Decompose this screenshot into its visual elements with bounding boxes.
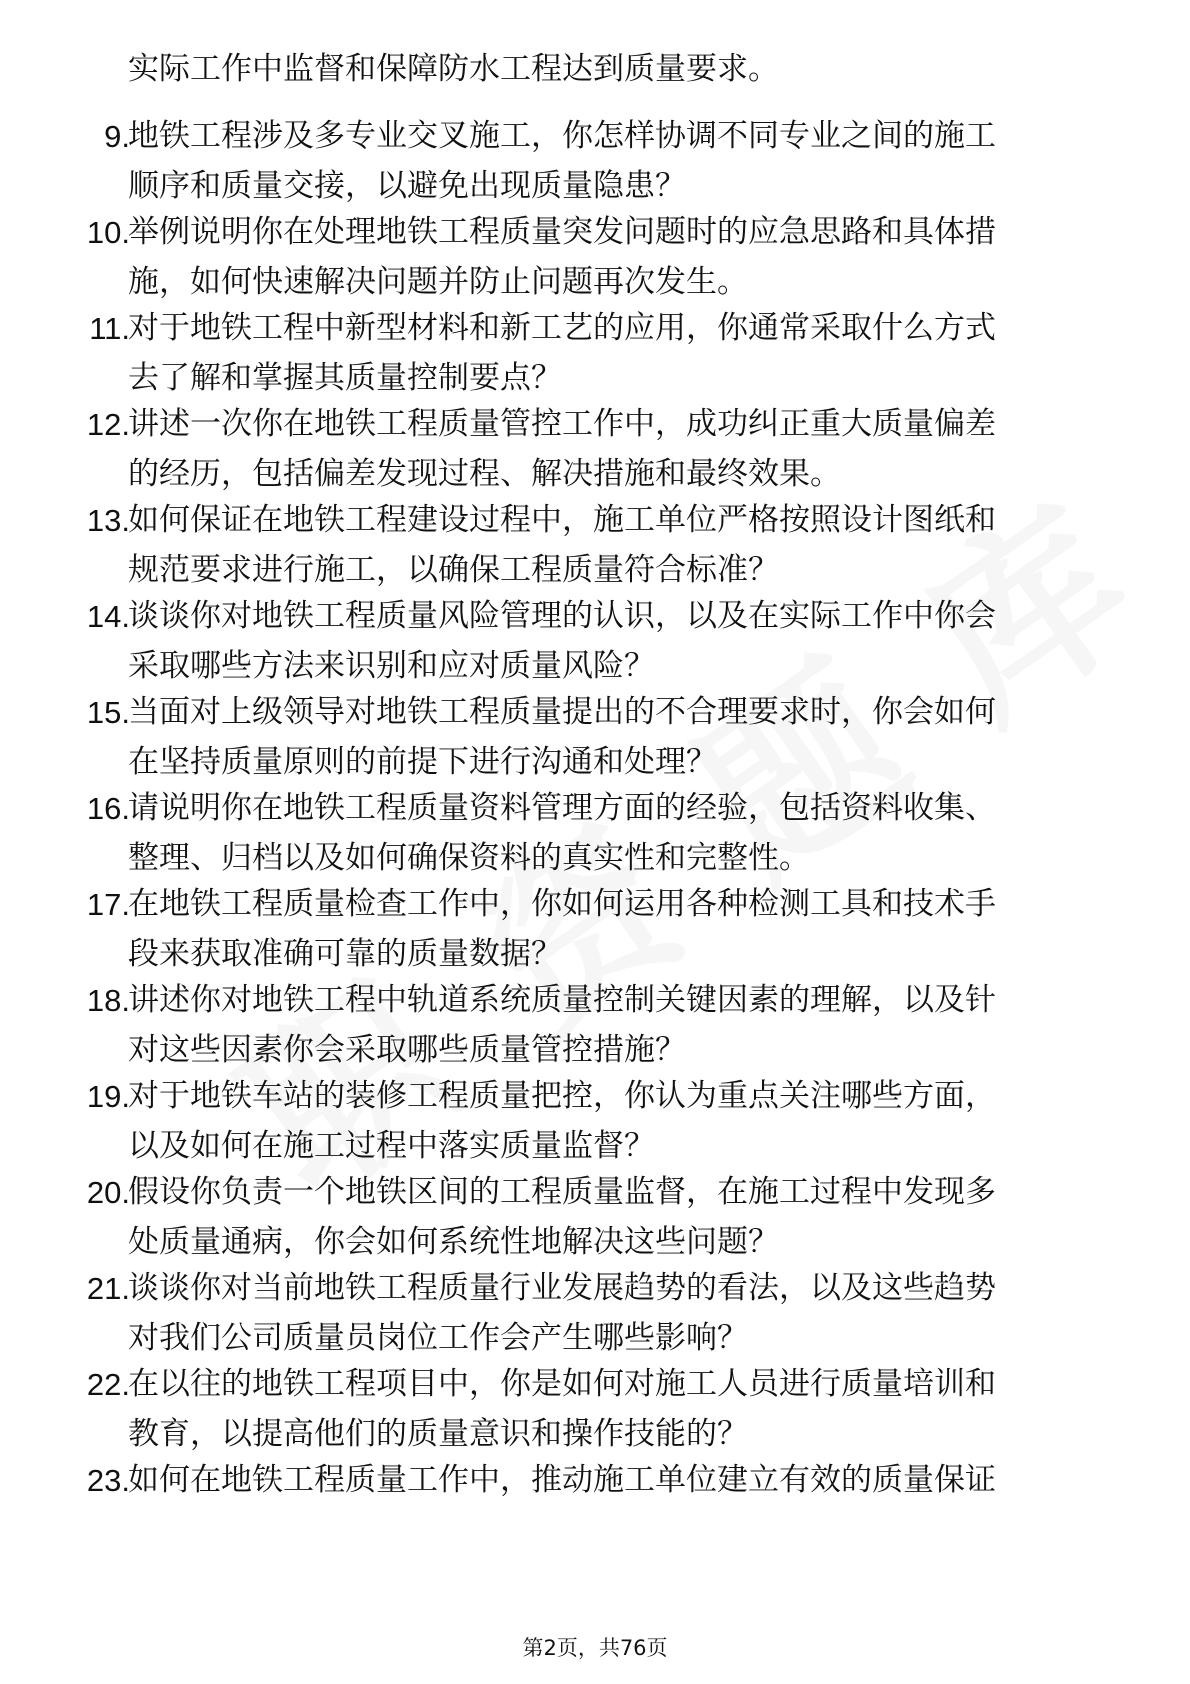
question-text-line1: 谈谈你对当前地铁工程质量行业发展趋势的看法，以及这些趋势 xyxy=(128,1270,996,1306)
question-text-line1: 当面对上级领导对地铁工程质量提出的不合理要求时，你会如何 xyxy=(128,694,996,730)
question-text-line2: 规范要求进行施工，以确保工程质量符合标准？ xyxy=(128,552,779,588)
question-text-line1: 对于地铁车站的装修工程质量把控，你认为重点关注哪些方面， xyxy=(128,1078,996,1114)
question-number: 21. xyxy=(86,1271,130,1306)
question-text-line2: 采取哪些方法来识别和应对质量风险？ xyxy=(128,648,655,684)
question-text-line2: 在坚持质量原则的前提下进行沟通和处理？ xyxy=(128,744,717,780)
question-text-line2: 处质量通病，你会如何系统性地解决这些问题？ xyxy=(128,1224,779,1260)
question-number: 17. xyxy=(86,887,130,922)
question-number: 22. xyxy=(86,1367,130,1402)
question-number: 23. xyxy=(86,1463,130,1498)
question-number: 10. xyxy=(86,215,130,250)
question-number: 16. xyxy=(86,791,130,826)
question-number: 18. xyxy=(86,983,130,1018)
question-text-line2: 对这些因素你会采取哪些质量管控措施？ xyxy=(128,1032,686,1068)
question-text-line2: 对我们公司质量员岗位工作会产生哪些影响？ xyxy=(128,1320,748,1356)
question-number: 20. xyxy=(86,1175,130,1210)
question-number: 19. xyxy=(86,1079,130,1114)
question-text-line1: 在地铁工程质量检查工作中，你如何运用各种检测工具和技术手 xyxy=(128,886,996,922)
question-text-line2: 教育，以提高他们的质量意识和操作技能的？ xyxy=(128,1416,748,1452)
question-text-line2: 去了解和掌握其质量控制要点？ xyxy=(128,360,562,396)
question-text-line2: 的经历，包括偏差发现过程、解决措施和最终效果。 xyxy=(128,456,841,492)
question-number: 11. xyxy=(89,311,130,346)
question-text-line2: 以及如何在施工过程中落实质量监督？ xyxy=(128,1128,655,1164)
question-text-line2: 顺序和质量交接，以避免出现质量隐患？ xyxy=(128,168,686,204)
question-text-line1: 在以往的地铁工程项目中，你是如何对施工人员进行质量培训和 xyxy=(128,1366,996,1402)
question-text-line1: 如何在地铁工程质量工作中，推动施工单位建立有效的质量保证 xyxy=(128,1462,996,1498)
question-text-line1: 假设你负责一个地铁区间的工程质量监督，在施工过程中发现多 xyxy=(128,1174,996,1210)
question-text-line1: 举例说明你在处理地铁工程质量突发问题时的应急思路和具体措 xyxy=(128,214,996,250)
question-text-line1: 讲述一次你在地铁工程质量管控工作中，成功纠正重大质量偏差 xyxy=(128,406,996,442)
page-footer: 第2页，共76页 xyxy=(522,1636,668,1660)
question-number: 14. xyxy=(86,599,130,634)
question-text-line2: 整理、归档以及如何确保资料的真实性和完整性。 xyxy=(128,840,810,876)
continuation-text: 实际工作中监督和保障防水工程达到质量要求。 xyxy=(128,51,779,87)
question-text-line1: 谈谈你对地铁工程质量风险管理的认识，以及在实际工作中你会 xyxy=(128,598,996,634)
question-text-line2: 施，如何快速解决问题并防止问题再次发生。 xyxy=(128,264,748,300)
question-number: 13. xyxy=(86,503,130,538)
question-text-line1: 请说明你在地铁工程质量资料管理方面的经验，包括资料收集、 xyxy=(128,790,996,826)
question-text-line1: 讲述你对地铁工程中轨道系统质量控制关键因素的理解，以及针 xyxy=(128,982,996,1018)
question-text-line1: 对于地铁工程中新型材料和新工艺的应用，你通常采取什么方式 xyxy=(128,310,996,346)
question-text-line2: 段来获取准确可靠的质量数据？ xyxy=(128,936,562,972)
question-number: 15. xyxy=(86,695,130,730)
question-text-line1: 地铁工程涉及多专业交叉施工，你怎样协调不同专业之间的施工 xyxy=(128,118,996,154)
question-number: 9. xyxy=(104,119,130,154)
question-text-line1: 如何保证在地铁工程建设过程中，施工单位严格按照设计图纸和 xyxy=(128,502,996,538)
question-number: 12. xyxy=(86,407,130,442)
